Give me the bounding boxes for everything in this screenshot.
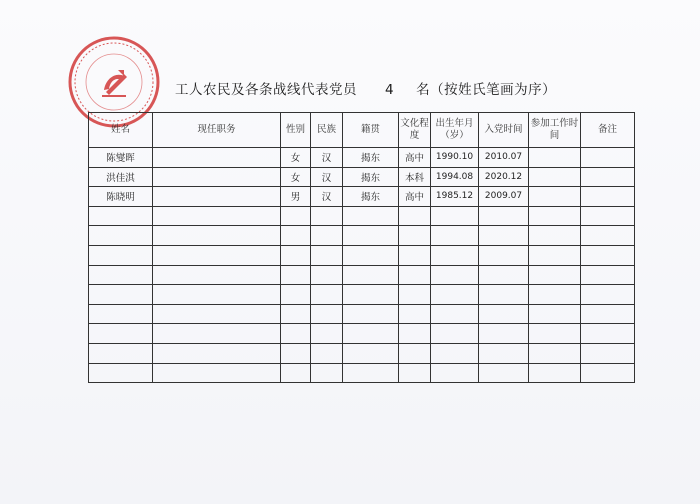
empty-cell [399, 206, 431, 226]
cell-join-party: 2009.07 [479, 187, 529, 207]
empty-cell [89, 245, 153, 265]
header-position: 现任职务 [153, 113, 281, 148]
empty-cell [281, 206, 311, 226]
empty-cell [399, 245, 431, 265]
empty-cell [89, 324, 153, 344]
empty-cell [311, 226, 343, 246]
title-prefix: 工人农民及各条战线代表党员 [175, 82, 357, 98]
cell-position [153, 148, 281, 168]
header-remarks: 备注 [581, 113, 635, 148]
empty-cell [431, 304, 479, 324]
cell-name: 洪佳淇 [89, 167, 153, 187]
empty-cell [89, 304, 153, 324]
cell-remarks [581, 187, 635, 207]
cell-join-party: 2020.12 [479, 167, 529, 187]
empty-cell [153, 304, 281, 324]
empty-cell [529, 245, 581, 265]
cell-birth: 1990.10 [431, 148, 479, 168]
empty-cell [581, 206, 635, 226]
empty-cell [479, 265, 529, 285]
empty-cell [431, 343, 479, 363]
empty-cell [343, 226, 399, 246]
empty-cell [581, 324, 635, 344]
cell-work-start [529, 167, 581, 187]
cell-ethnicity: 汉 [311, 148, 343, 168]
empty-cell [343, 363, 399, 383]
empty-cell [479, 324, 529, 344]
empty-table-row [89, 285, 635, 305]
cell-birth: 1985.12 [431, 187, 479, 207]
cell-join-party: 2010.07 [479, 148, 529, 168]
empty-table-row [89, 343, 635, 363]
cell-native-place: 揭东 [343, 187, 399, 207]
cell-remarks [581, 148, 635, 168]
header-education: 文化程度 [399, 113, 431, 148]
empty-cell [281, 245, 311, 265]
header-name: 姓名 [89, 113, 153, 148]
empty-cell [399, 226, 431, 246]
empty-cell [281, 363, 311, 383]
empty-cell [89, 265, 153, 285]
empty-cell [281, 304, 311, 324]
empty-cell [281, 324, 311, 344]
empty-cell [343, 265, 399, 285]
cell-native-place: 揭东 [343, 167, 399, 187]
empty-table-row [89, 226, 635, 246]
header-ethnicity: 民族 [311, 113, 343, 148]
empty-table-row [89, 304, 635, 324]
empty-cell [431, 265, 479, 285]
empty-cell [343, 245, 399, 265]
empty-cell [399, 304, 431, 324]
empty-cell [581, 343, 635, 363]
cell-gender: 女 [281, 148, 311, 168]
empty-cell [281, 343, 311, 363]
header-native-place: 籍贯 [343, 113, 399, 148]
empty-cell [529, 304, 581, 324]
empty-table-row [89, 245, 635, 265]
empty-cell [581, 304, 635, 324]
empty-cell [431, 226, 479, 246]
empty-table-row [89, 265, 635, 285]
empty-cell [343, 343, 399, 363]
empty-cell [399, 285, 431, 305]
empty-cell [529, 226, 581, 246]
cell-education: 高中 [399, 148, 431, 168]
cell-work-start [529, 148, 581, 168]
empty-cell [479, 343, 529, 363]
empty-table-row [89, 363, 635, 383]
cell-birth: 1994.08 [431, 167, 479, 187]
empty-cell [153, 226, 281, 246]
table-row [89, 167, 635, 187]
empty-cell [343, 324, 399, 344]
header-birth: 出生年月（岁） [431, 113, 479, 148]
empty-cell [529, 265, 581, 285]
empty-cell [311, 206, 343, 226]
cell-gender: 女 [281, 167, 311, 187]
member-table [88, 112, 635, 383]
table-header-row [89, 113, 635, 148]
empty-cell [399, 265, 431, 285]
empty-cell [89, 226, 153, 246]
empty-cell [153, 363, 281, 383]
cell-gender: 男 [281, 187, 311, 207]
empty-table-row [89, 324, 635, 344]
empty-cell [89, 206, 153, 226]
empty-cell [431, 206, 479, 226]
cell-name: 陈燮晖 [89, 148, 153, 168]
empty-cell [479, 304, 529, 324]
empty-cell [479, 285, 529, 305]
empty-cell [281, 285, 311, 305]
empty-cell [343, 285, 399, 305]
empty-cell [399, 343, 431, 363]
table-row [89, 187, 635, 207]
empty-cell [581, 226, 635, 246]
empty-cell [153, 265, 281, 285]
empty-cell [153, 343, 281, 363]
empty-cell [153, 245, 281, 265]
empty-cell [431, 245, 479, 265]
empty-cell [431, 285, 479, 305]
title-count: 4 [385, 82, 395, 98]
empty-cell [529, 285, 581, 305]
empty-cell [581, 245, 635, 265]
empty-cell [311, 363, 343, 383]
empty-cell [479, 245, 529, 265]
empty-cell [311, 245, 343, 265]
empty-cell [153, 324, 281, 344]
cell-position [153, 187, 281, 207]
empty-cell [89, 285, 153, 305]
empty-cell [399, 324, 431, 344]
empty-cell [343, 206, 399, 226]
empty-cell [343, 304, 399, 324]
cell-education: 高中 [399, 187, 431, 207]
table-row [89, 148, 635, 168]
empty-cell [153, 285, 281, 305]
empty-cell [431, 363, 479, 383]
empty-cell [529, 343, 581, 363]
empty-cell [479, 363, 529, 383]
empty-cell [581, 265, 635, 285]
empty-cell [399, 363, 431, 383]
empty-cell [581, 285, 635, 305]
header-join-party: 入党时间 [479, 113, 529, 148]
empty-cell [311, 343, 343, 363]
document-title [175, 78, 556, 98]
empty-cell [89, 363, 153, 383]
empty-cell [89, 343, 153, 363]
empty-table-row [89, 206, 635, 226]
empty-cell [311, 324, 343, 344]
empty-cell [311, 285, 343, 305]
cell-position [153, 167, 281, 187]
empty-cell [529, 206, 581, 226]
cell-native-place: 揭东 [343, 148, 399, 168]
empty-cell [581, 363, 635, 383]
empty-cell [311, 265, 343, 285]
empty-cell [281, 226, 311, 246]
cell-name: 陈晓明 [89, 187, 153, 207]
empty-cell [479, 226, 529, 246]
empty-cell [479, 206, 529, 226]
cell-ethnicity: 汉 [311, 187, 343, 207]
cell-remarks [581, 167, 635, 187]
header-gender: 性别 [281, 113, 311, 148]
cell-ethnicity: 汉 [311, 167, 343, 187]
empty-cell [431, 324, 479, 344]
empty-cell [281, 265, 311, 285]
title-suffix: 名（按姓氏笔画为序） [416, 82, 557, 98]
header-work-start: 参加工作时间 [529, 113, 581, 148]
empty-cell [529, 363, 581, 383]
empty-cell [529, 324, 581, 344]
empty-cell [153, 206, 281, 226]
empty-cell [311, 304, 343, 324]
cell-work-start [529, 187, 581, 207]
cell-education: 本科 [399, 167, 431, 187]
